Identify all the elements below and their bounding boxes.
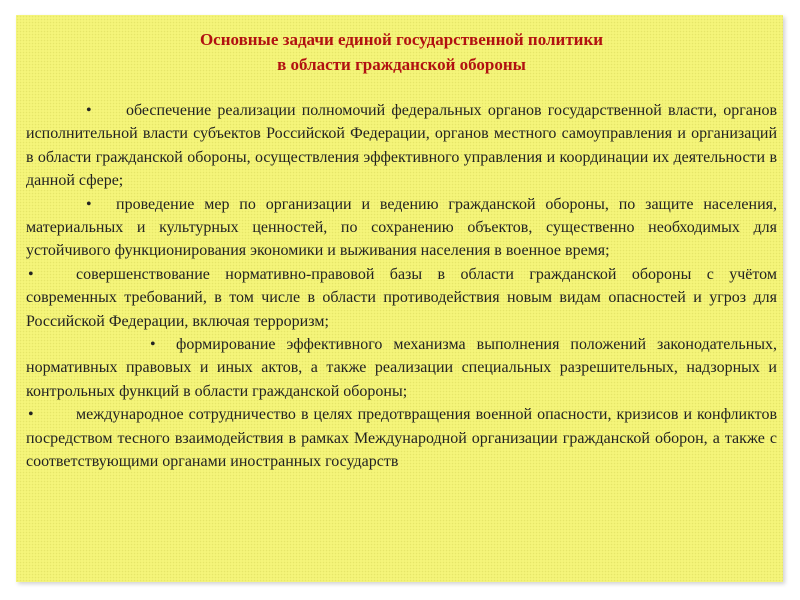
bullet-icon: • xyxy=(86,102,92,119)
item-text: проведение мер по организации и ведению гражданской обороны, по защите населения, материальных и культурных ценностей, по сохранению объектов, существенно необходимых для устойчивого функционирования экономики и выживания населения в военное время; xyxy=(26,195,777,260)
title-line-1: Основные задачи единой государственной политики xyxy=(199,30,604,49)
slide xyxy=(16,15,783,582)
bullet-icon: • xyxy=(86,195,92,213)
item-text: формирование эффективного механизма выполнения положений законодательных, нормативных правовых и иных актов, а также реализации специальных разрешительных, надзорных и контрольных функций в области гражданской обороны; xyxy=(26,336,777,400)
bullet-icon: • xyxy=(150,336,156,354)
list-item xyxy=(26,403,777,473)
item-text: обеспечение реализации полномочий федеральных органов государственной власти, органов исполнительной власти субъектов Российской Федерации, органов местного самоуправления и организаций в области гражданской обороны, осуществления эффективного управления и координации их деятельности в данной сфере; xyxy=(26,102,777,190)
item-text: совершенствование нормативно-правовой базы в области гражданской обороны с учётом современных требований, в том числе в области противодействия новым видам опасностей и угроз для Российской Федерации, включая терроризм; xyxy=(26,265,777,330)
list-item xyxy=(26,99,777,193)
title-line-2: в области гражданской обороны xyxy=(277,55,526,74)
item-text: международное сотрудничество в целях предотвращения военной опасности, кризисов и конфликтов посредством тесного взаимодействия в рамках Международной организации гражданской оборон, а также с соответствующими органами иностранных государств xyxy=(26,406,777,471)
list-item xyxy=(26,263,777,333)
bullet-icon: • xyxy=(28,265,34,283)
slide-title xyxy=(26,27,777,77)
list-item xyxy=(26,193,777,263)
list-item xyxy=(26,333,777,403)
task-list xyxy=(26,99,777,474)
bullet-icon: • xyxy=(28,406,34,424)
